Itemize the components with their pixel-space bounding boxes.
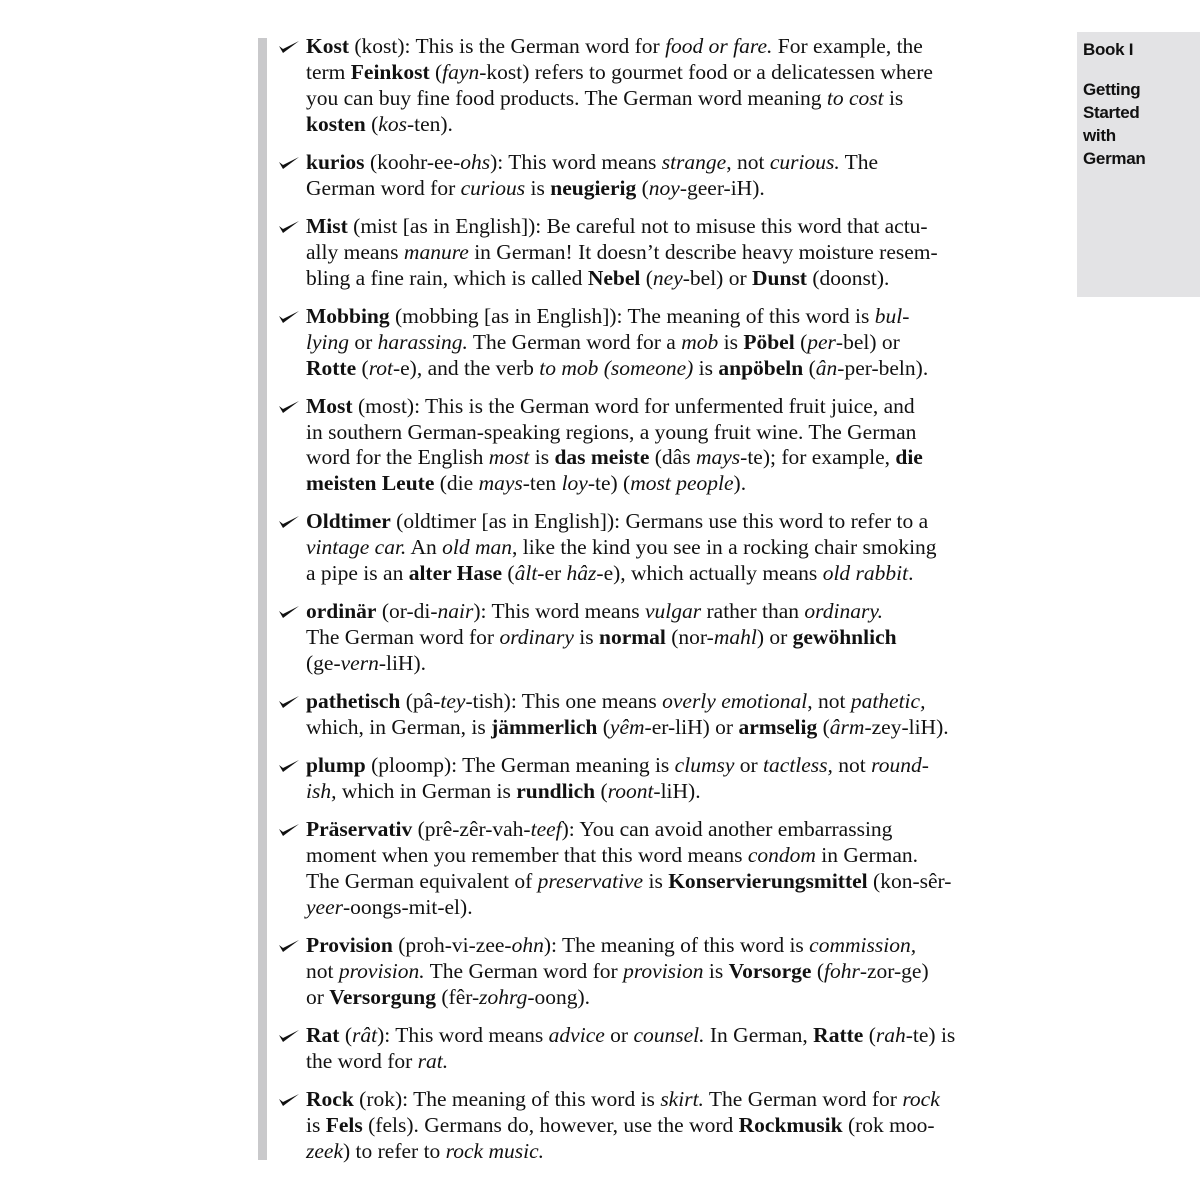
german-term: kosten: [306, 111, 366, 136]
italic-text: vern: [340, 651, 379, 676]
body-text: (fêr-: [436, 984, 480, 1009]
body-text: (kon-sêr-: [867, 869, 952, 894]
italic-text: lying: [306, 329, 349, 354]
list-item: [278, 304, 1048, 382]
italic-text: fayn: [442, 59, 480, 84]
german-term: normal: [598, 625, 666, 650]
body-text: (: [817, 715, 830, 740]
body-text: , like the kind you see in a rocking chair smoking: [512, 535, 937, 560]
german-term: jämmerlich: [491, 715, 598, 740]
list-item: [278, 1023, 1048, 1075]
italic-text: vintage car.: [306, 535, 407, 560]
german-term: Ratte: [813, 1022, 864, 1047]
italic-text: provision: [623, 958, 704, 983]
book-title: [1083, 78, 1193, 170]
body-text: (mist [as in English]): Be careful not to misuse this word that actu-: [347, 213, 928, 238]
body-text: (rok moo-: [842, 1112, 935, 1137]
list-item: [278, 753, 1048, 805]
italic-text: yeer: [306, 894, 343, 919]
list-item: [278, 34, 1048, 138]
body-text: -ten: [522, 471, 562, 496]
body-text: is: [883, 85, 904, 110]
body-text: (kost): This is the German word for: [349, 34, 666, 58]
italic-text: rah: [875, 1022, 906, 1047]
body-text: -per-beln).: [837, 355, 929, 380]
body-text: ): This word means: [490, 149, 662, 174]
book-title-line: German: [1083, 149, 1146, 168]
german-term: Pöbel: [743, 329, 795, 354]
german-term: Präservativ: [306, 817, 413, 842]
body-text: term: [306, 59, 351, 84]
body-text: is: [573, 625, 599, 650]
body-text: -oongs-mit-el).: [343, 894, 473, 919]
german-term: kurios: [306, 149, 365, 174]
italic-text: vulgar: [644, 599, 702, 624]
italic-text: zeek: [306, 1138, 343, 1163]
body-text: -te); for example,: [740, 445, 896, 470]
body-text: is: [525, 175, 551, 200]
german-term: Dunst: [752, 265, 807, 290]
list-item: [278, 150, 1048, 202]
body-text: a pipe is an: [306, 561, 409, 586]
italic-text: bul-: [874, 303, 910, 328]
italic-text: yêm: [609, 715, 645, 740]
body-text: -oong).: [527, 984, 591, 1009]
checkmark-bullet-icon: [278, 1029, 300, 1043]
german-term: Mobbing: [306, 303, 390, 328]
book-label: Book I: [1083, 40, 1134, 59]
italic-text: fohr: [823, 958, 860, 983]
body-text: For example, the: [772, 34, 923, 58]
body-text: is: [643, 869, 669, 894]
italic-text: old man: [442, 535, 513, 560]
german-term: Provision: [306, 933, 393, 958]
italic-text: hâz: [566, 561, 597, 586]
german-term: Oldtimer: [306, 509, 391, 534]
body-text: .: [908, 561, 914, 586]
italic-text: loy: [561, 471, 588, 496]
body-text: -liH).: [378, 651, 426, 676]
body-text: (: [863, 1022, 876, 1047]
body-text: An: [406, 535, 443, 560]
italic-text: ordinary.: [804, 599, 884, 624]
italic-text: rat.: [417, 1048, 449, 1073]
body-text: ally means: [306, 239, 404, 264]
body-text: (proh-vi-zee-: [392, 933, 512, 958]
list-item: [278, 817, 1048, 921]
german-term: armselig: [738, 715, 818, 740]
body-text: -te) is: [905, 1022, 956, 1047]
body-text: (: [811, 958, 824, 983]
body-text: or: [734, 753, 764, 778]
italic-text: kos: [378, 111, 407, 136]
italic-text: old rabbit: [822, 561, 909, 586]
german-term: rundlich: [516, 779, 596, 804]
italic-text: curious.: [769, 149, 840, 174]
german-term: plump: [306, 753, 366, 778]
body-text: is: [529, 445, 555, 470]
body-text: -tish): This one means: [465, 689, 663, 714]
body-text: not: [832, 753, 872, 778]
italic-text: most people: [630, 471, 734, 496]
false-friends-list: [278, 34, 1048, 1177]
italic-text: skirt.: [660, 1086, 704, 1111]
german-term: Fels: [325, 1112, 363, 1137]
body-text: (mobbing [as in English]): The meaning of this word is: [389, 303, 875, 328]
checkmark-bullet-icon: [278, 515, 300, 529]
italic-text: curious: [460, 175, 526, 200]
italic-text: pathetic,: [850, 689, 926, 714]
italic-text: nair: [437, 599, 474, 624]
body-text: (: [595, 779, 608, 804]
body-text: (: [803, 355, 816, 380]
body-text: word for the English: [306, 445, 489, 470]
italic-text: to cost: [826, 85, 884, 110]
italic-text: per: [807, 329, 836, 354]
german-term: Rat: [306, 1022, 340, 1047]
italic-text: ney: [652, 265, 683, 290]
italic-text: ârm: [829, 715, 865, 740]
italic-text: ordinary: [499, 625, 574, 650]
body-text: -er: [537, 561, 567, 586]
german-term: Rotte: [306, 355, 357, 380]
italic-text: condom: [747, 843, 816, 868]
italic-text: teef: [530, 817, 562, 842]
body-text: -zey-liH).: [864, 715, 949, 740]
body-text: -ten).: [406, 111, 453, 136]
checkmark-bullet-icon: [278, 605, 300, 619]
body-text: The German word for a: [467, 329, 682, 354]
body-text: (oldtimer [as in English]): Germans use this word to refer to a: [390, 509, 929, 534]
body-text: (die: [434, 471, 479, 496]
german-term: Rockmusik: [738, 1112, 843, 1137]
italic-text: rât: [351, 1022, 378, 1047]
body-text: ) to refer to: [343, 1138, 446, 1163]
body-text: ): You can avoid another embarrassing: [561, 817, 893, 842]
italic-text: zohrg: [479, 984, 528, 1009]
german-term: neugierig: [550, 175, 637, 200]
body-text: ) or: [756, 625, 793, 650]
body-text: (: [640, 265, 653, 290]
italic-text: round-: [871, 753, 929, 778]
body-text: -geer-iH).: [679, 175, 765, 200]
body-text: ).: [733, 471, 747, 496]
italic-text: rock music.: [445, 1138, 544, 1163]
body-text: or: [349, 329, 378, 354]
body-text: which, in German, is: [306, 715, 492, 740]
body-text: (: [794, 329, 808, 354]
body-text: -te) (: [587, 471, 631, 496]
body-text: The German word for: [703, 1086, 903, 1111]
margin-bar: [258, 38, 267, 1160]
checkmark-bullet-icon: [278, 1093, 300, 1107]
body-text: -bel) or: [835, 329, 900, 354]
checkmark-bullet-icon: [278, 695, 300, 709]
checkmark-bullet-icon: [278, 220, 300, 234]
body-text: The German word for: [306, 625, 500, 650]
body-text: (koohr-ee-: [364, 149, 461, 174]
italic-text: mob: [681, 329, 719, 354]
body-text: -er-liH) or: [644, 715, 739, 740]
body-text: , not: [807, 689, 851, 714]
body-text: moment when you remember that this word means: [306, 843, 748, 868]
german-term: die: [895, 445, 923, 470]
book-title-line: Started: [1083, 103, 1140, 122]
german-term: Kost: [306, 34, 349, 58]
body-text: , not: [726, 149, 770, 174]
body-text: bling a fine rain, which is called: [306, 265, 588, 290]
german-term: gewöhnlich: [792, 625, 897, 650]
body-text: the word for: [306, 1048, 418, 1073]
italic-text: mahl: [713, 625, 757, 650]
list-item: [278, 1087, 1048, 1165]
body-text: The German equivalent of: [306, 869, 538, 894]
body-text: which in German is: [336, 779, 517, 804]
body-text: (ge-: [306, 651, 341, 676]
body-text: -liH).: [653, 779, 701, 804]
italic-text: overly emotional: [662, 689, 808, 714]
italic-text: clumsy: [674, 753, 735, 778]
body-text: The German word for: [424, 958, 624, 983]
italic-text: rock: [902, 1086, 940, 1111]
italic-text: mays: [695, 445, 741, 470]
body-text: in southern German-speaking regions, a young fruit wine. The German: [306, 419, 917, 444]
list-item: [278, 933, 1048, 1011]
book-title-line: with: [1083, 126, 1116, 145]
italic-text: food or fare.: [665, 34, 773, 58]
body-text: (doonst).: [806, 265, 890, 290]
body-text: you can buy fine food products. The German word meaning: [306, 85, 827, 110]
body-text: in German! It doesn’t describe heavy moisture resem-: [468, 239, 938, 264]
list-item: [278, 509, 1048, 587]
german-term: Feinkost: [350, 59, 430, 84]
italic-text: mays: [478, 471, 523, 496]
italic-text: to mob (someone): [539, 355, 694, 380]
italic-text: manure: [403, 239, 469, 264]
italic-text: rot: [368, 355, 393, 380]
body-text: (pâ-: [400, 689, 441, 714]
italic-text: ohn: [511, 933, 544, 958]
checkmark-bullet-icon: [278, 939, 300, 953]
body-text: (rok): The meaning of this word is: [353, 1086, 661, 1111]
italic-text: preservative: [537, 869, 644, 894]
italic-text: âlt: [514, 561, 538, 586]
body-text: (: [597, 715, 610, 740]
body-text: -e), which actually means: [596, 561, 823, 586]
body-text: or: [306, 984, 330, 1009]
body-text: (dâs: [649, 445, 696, 470]
german-term: Versorgung: [329, 984, 437, 1009]
body-text: (or-di-: [376, 599, 438, 624]
german-term: Mist: [306, 213, 348, 238]
italic-text: tey: [440, 689, 466, 714]
body-text: (: [636, 175, 649, 200]
checkmark-bullet-icon: [278, 310, 300, 324]
list-item: [278, 394, 1048, 498]
body-text: In German,: [704, 1022, 814, 1047]
german-term: ordinär: [306, 599, 377, 624]
body-text: (: [365, 111, 379, 136]
body-text: not: [306, 958, 339, 983]
book-title-line: Getting: [1083, 80, 1141, 99]
body-text: (prê-zêr-vah-: [412, 817, 531, 842]
body-text: is: [693, 355, 719, 380]
body-text: rather than: [701, 599, 805, 624]
body-text: (: [429, 59, 443, 84]
body-text: -e), and the verb: [392, 355, 540, 380]
italic-text: ohs: [460, 149, 491, 174]
body-text: (: [339, 1022, 352, 1047]
german-term: alter Hase: [408, 561, 503, 586]
german-term: Most: [306, 393, 353, 418]
italic-text: provision.: [338, 958, 425, 983]
body-text: (: [502, 561, 515, 586]
body-text: (fels). Germans do, however, use the word: [362, 1112, 739, 1137]
italic-text: most: [488, 445, 530, 470]
italic-text: counsel.: [633, 1022, 705, 1047]
italic-text: ish,: [306, 779, 337, 804]
german-term: meisten Leute: [306, 471, 435, 496]
body-text: or: [604, 1022, 634, 1047]
italic-text: strange: [661, 149, 727, 174]
italic-text: advice: [548, 1022, 605, 1047]
german-term: Rock: [306, 1086, 354, 1111]
checkmark-bullet-icon: [278, 759, 300, 773]
list-item: [278, 214, 1048, 292]
body-text: ): The meaning of this word is: [543, 933, 810, 958]
list-item: [278, 599, 1048, 677]
body-text: The: [839, 149, 879, 174]
list-item: [278, 689, 1048, 741]
italic-text: commission,: [809, 933, 917, 958]
german-term: Vorsorge: [728, 958, 812, 983]
body-text: ): This word means: [377, 1022, 549, 1047]
body-text: is: [718, 329, 744, 354]
checkmark-bullet-icon: [278, 156, 300, 170]
checkmark-bullet-icon: [278, 823, 300, 837]
body-text: is: [306, 1112, 326, 1137]
german-term: das meiste: [554, 445, 650, 470]
body-text: is: [703, 958, 729, 983]
body-text: -bel) or: [682, 265, 752, 290]
body-text: -zor-ge): [859, 958, 929, 983]
body-text: (nor-: [665, 625, 714, 650]
body-text: ): This word means: [473, 599, 645, 624]
body-text: (: [356, 355, 369, 380]
body-text: (ploomp): The German meaning is: [365, 753, 675, 778]
italic-text: ân: [815, 355, 838, 380]
body-text: German word for: [306, 175, 461, 200]
body-text: -kost) refers to gourmet food or a delicatessen where: [479, 59, 933, 84]
italic-text: roont: [607, 779, 654, 804]
italic-text: tactless,: [763, 753, 833, 778]
checkmark-bullet-icon: [278, 400, 300, 414]
checkmark-bullet-icon: [278, 40, 300, 54]
german-term: pathetisch: [306, 689, 401, 714]
body-text: (most): This is the German word for unfermented fruit juice, and: [352, 393, 915, 418]
german-term: Konservierungsmittel: [668, 869, 868, 894]
italic-text: noy: [648, 175, 680, 200]
body-text: in German.: [815, 843, 919, 868]
chapter-side-tab: [1077, 32, 1200, 297]
german-term: Nebel: [587, 265, 641, 290]
german-term: anpöbeln: [718, 355, 804, 380]
italic-text: harassing.: [377, 329, 468, 354]
